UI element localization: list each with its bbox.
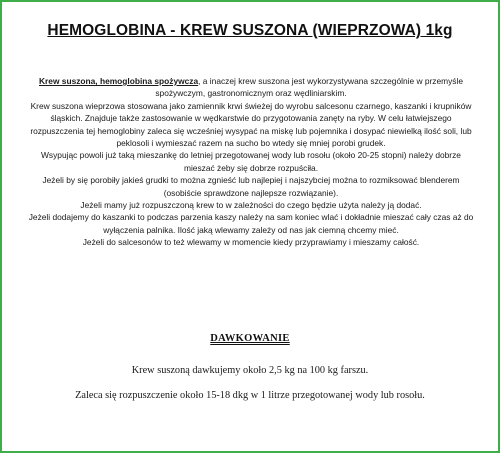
paragraph-lumps: Jeżeli by się porobiły jakieś grudki to można zgnieść lub najlepiej i najszybciej można to rozmiksować blenderem (osobiście sprawdzone najlepsze rozwiązanie). <box>42 175 460 198</box>
paragraph-kaszanka: Jeżeli dodajemy do kaszanki to podczas parzenia kaszy należy na sam koniec wlać i dokładnie mieszać cały czas aż do wyłączenia palnika. Ilość jaką wlewamy zależy od nas jak ciemną chcemy mieć. <box>28 212 474 235</box>
description-body <box>26 75 476 249</box>
paragraph-dissolving: Wsypując powoli już taką mieszankę do letniej przegotowanej wody lub rosołu (około 20-25 stopni) należy dobrze mieszać żeby się dobrze rozpuściła. <box>41 150 461 173</box>
dosage-line: Krew suszoną dawkujemy około 2,5 kg na 100 kg farszu. <box>131 365 369 376</box>
paragraph-usage: Krew suszona wieprzowa stosowana jako zamiennik krwi świeżej do wyrobu salcesonu czarnego, kaszanki i krupników śląskich. Znajduje także zastosowanie w wędkarstwie do przygotowania zanęty na ryby. W celu łatwiejszego rozpuszczenia tej hemoglobiny zaleca się wcześniej wysypać na miskę lub pojemnika i dosypać niewielką ilość soli, lub peklosoli i wymieszać razem na sucho bo wtedy się mniej porobi grudek. <box>30 100 472 149</box>
intro-lead: Krew suszona, hemoglobina spożywcza <box>38 76 199 86</box>
intro-paragraph <box>26 75 476 100</box>
dosage-heading: DAWKOWANIE <box>210 333 290 344</box>
intro-rest: , a inaczej krew suszona jest wykorzystywana szczególnie w przemyśle spożywczym, gastronomicznym oraz wędliniarskim. <box>155 76 463 99</box>
dosage-recommendation: Zaleca się rozpuszczenie około 15-18 dkg w 1 litrze przegotowanej wody lub rosołu. <box>75 390 425 401</box>
paragraph-salceson: Jeżeli do salcesonów to też wlewamy w momencie kiedy przyprawiamy i mieszamy całość. <box>82 237 420 248</box>
page-title: HEMOGLOBINA - KREW SUSZONA (WIEPRZOWA) 1kg <box>47 22 453 39</box>
paragraph-adding: Jeżeli mamy już rozpuszczoną krew to w zależności do czego będzie użyta należy ją dodać. <box>80 200 422 211</box>
